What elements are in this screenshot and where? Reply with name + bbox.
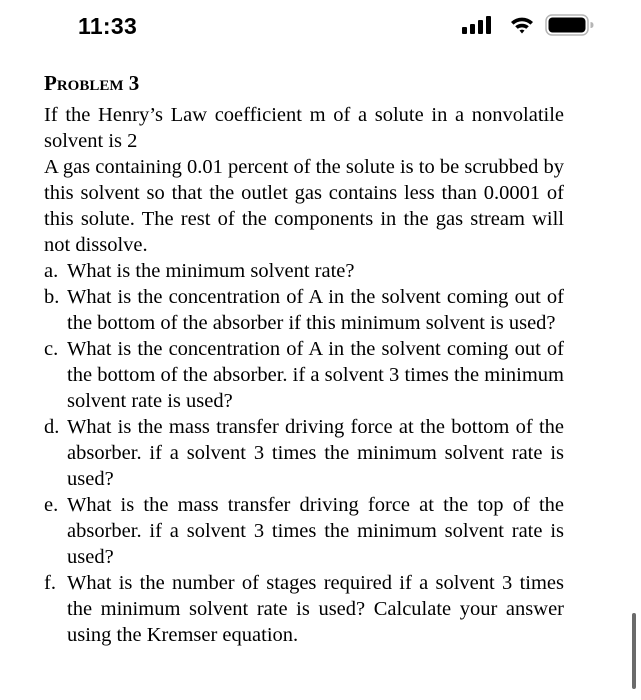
question-text: What is the concentration of A in the solvent coming out of the bottom of the absorber. if a solvent 3 times the minimum solvent rate is used? <box>67 338 564 412</box>
question-text: What is the mass transfer driving force at the bottom of the absorber. if a solvent 3 times the minimum solvent rate is used? <box>67 416 564 490</box>
question-list <box>44 258 564 648</box>
wifi-icon <box>510 16 534 34</box>
question-text: What is the minimum solvent rate? <box>67 260 355 282</box>
question-item-e <box>44 492 564 570</box>
status-bar <box>0 0 641 52</box>
question-text: What is the concentration of A in the solvent coming out of the bottom of the absorber if this minimum solvent is used? <box>67 286 564 334</box>
battery-icon <box>545 14 595 36</box>
cellular-signal-icon <box>462 16 492 34</box>
question-item-b <box>44 284 564 336</box>
question-letter: f. <box>44 572 56 594</box>
question-text: What is the number of stages required if a solvent 3 times the minimum solvent rate is used? Calculate your answer using the Kremser equation. <box>67 572 564 646</box>
question-item-a <box>44 258 564 284</box>
scroll-indicator[interactable] <box>632 613 636 689</box>
problem-content <box>44 64 564 648</box>
question-item-c <box>44 336 564 414</box>
question-letter: a. <box>44 260 59 282</box>
question-item-f <box>44 570 564 648</box>
question-letter: b. <box>44 286 60 308</box>
question-letter: e. <box>44 494 59 516</box>
question-letter: c. <box>44 338 59 360</box>
problem-title: Problem 3 <box>44 71 140 95</box>
question-text: What is the mass transfer driving force at the top of the absorber. if a solvent 3 times the minimum solvent rate is used? <box>67 494 564 568</box>
problem-intro-description: A gas containing 0.01 percent of the solute is to be scrubbed by this solvent so that the outlet gas contains less than 0.0001 of this solute. The rest of the components in the gas stream will not dissolve. <box>44 156 564 256</box>
problem-intro-given: If the Henry’s Law coefficient m of a solute in a nonvolatile solvent is 2 <box>44 104 564 152</box>
question-letter: d. <box>44 416 60 438</box>
question-item-d <box>44 414 564 492</box>
status-time: 11:33 <box>78 13 138 39</box>
